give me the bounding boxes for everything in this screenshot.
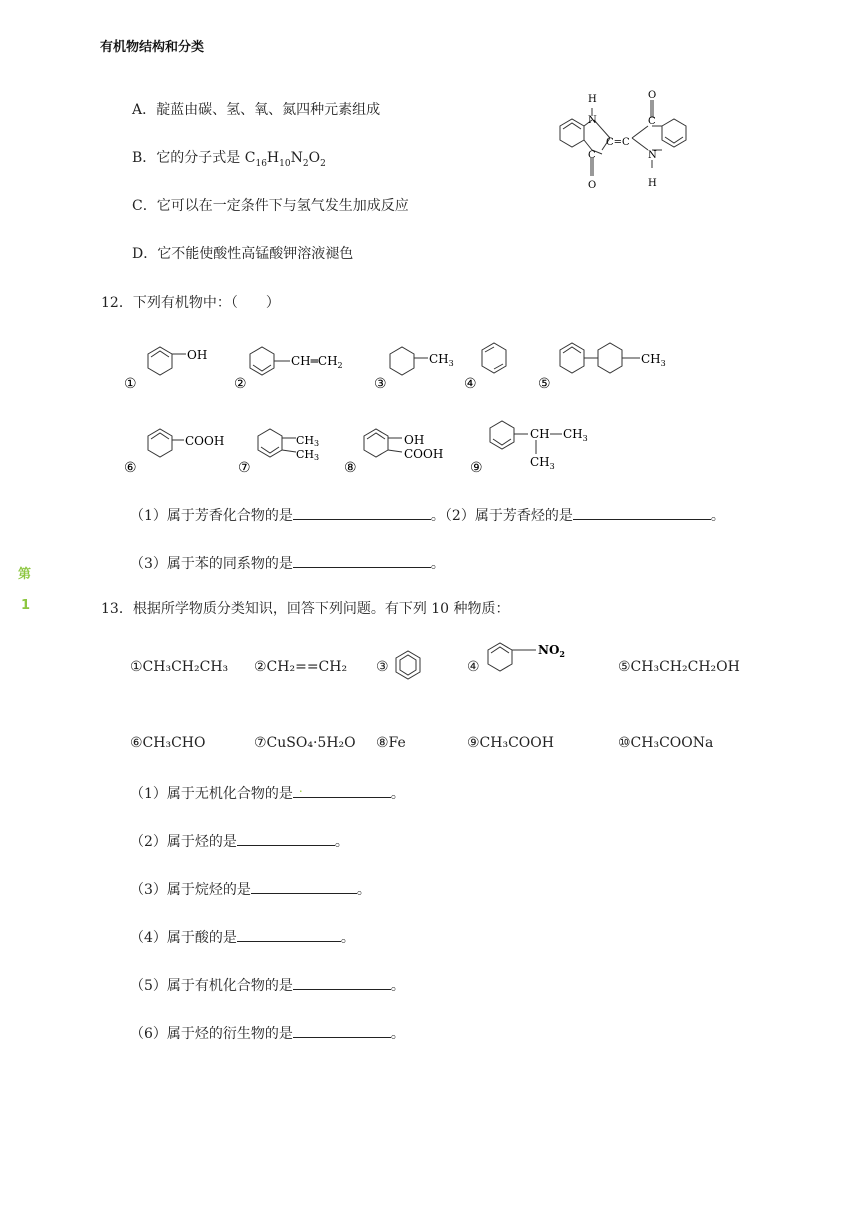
item-5: ⑤CH₃CH₂CH₂OH	[618, 659, 740, 675]
label-o-top: O	[648, 90, 657, 101]
answer-blank-4[interactable]: .	[293, 785, 391, 798]
q12-sub1: （1）属于芳香化合物的是	[130, 508, 293, 524]
nitrobenzene-structure	[480, 630, 580, 678]
indigo-structure	[548, 88, 698, 193]
q13-sub1: （1）属于无机化合物的是	[130, 786, 293, 802]
label-2: ②	[234, 376, 247, 392]
group-vinyl: $CH═CH_2$	[291, 354, 343, 370]
group-ch3-a: $CH_3$	[429, 352, 454, 368]
group-no2: $NO_2$	[538, 643, 565, 659]
item-7: ⑦CuSO₄·5H₂O	[254, 735, 356, 751]
q13-sub6-line: （6）属于烃的衍生物的是 。	[130, 1026, 405, 1042]
option-a: A．靛蓝由碳、氢、氧、氮四种元素组成	[132, 102, 381, 118]
label-6: ⑥	[124, 460, 137, 476]
q13-sub6: （6）属于烃的衍生物的是	[130, 1026, 293, 1042]
item-10: ⑩CH₃COONa	[618, 735, 714, 751]
q12-sub1-line: （1）属于芳香化合物的是 。（2）属于芳香烃的是 。	[130, 508, 725, 524]
label-h-bottom: H	[648, 178, 657, 189]
label-1: ①	[124, 376, 137, 392]
group-ch3-f: $CH_3$	[530, 455, 555, 471]
q13-sub1-line: （1）属于无机化合物的是 . 。	[130, 781, 405, 802]
label-h-top: H	[588, 94, 597, 105]
q13-sub5: （5）属于有机化合物的是	[130, 978, 293, 994]
label-9: ⑨	[470, 460, 483, 476]
label-7: ⑦	[238, 460, 251, 476]
group-ch3-c: CH3	[296, 434, 320, 448]
document-header: 有机物结构和分类	[100, 40, 205, 55]
label-n-right: N	[648, 150, 657, 161]
answer-blank-8[interactable]	[293, 977, 391, 990]
item-9: ⑨CH₃COOH	[467, 735, 554, 751]
item-8: ⑧Fe	[376, 735, 406, 751]
item-1: ①CH₃CH₂CH₃	[130, 659, 229, 675]
option-c: C．它可以在一定条件下与氢气发生加成反应	[132, 198, 409, 214]
group-oh-b: OH	[404, 433, 425, 447]
item-3-label: ③	[376, 659, 389, 675]
answer-blank-7[interactable]	[237, 929, 341, 942]
answer-blank-5[interactable]	[237, 833, 335, 846]
group-cooh: COOH	[185, 434, 225, 448]
label-o-bottom: O	[588, 180, 597, 191]
label-4: ④	[464, 376, 477, 392]
group-ch: CH	[530, 427, 550, 441]
q12-row2-structures	[120, 418, 720, 478]
option-d: D．它不能使酸性高锰酸钾溶液褪色	[132, 246, 354, 262]
q12-stem: 12．下列有机物中：（ ）	[101, 295, 280, 311]
label-eq: C=C	[606, 137, 630, 148]
q13-sub4: （4）属于酸的是	[130, 930, 237, 946]
group-cooh-b: COOH	[404, 447, 444, 461]
answer-blank-9[interactable]	[293, 1025, 391, 1038]
answer-blank-1[interactable]	[293, 507, 431, 520]
group-oh: OH	[187, 348, 208, 362]
label-5: ⑤	[538, 376, 551, 392]
group-ch3-b: $CH_3$	[641, 352, 666, 368]
label-c2: C	[648, 116, 656, 127]
label-8: ⑧	[344, 460, 357, 476]
page-label: 第	[18, 567, 32, 582]
benzene-structure	[390, 648, 430, 684]
option-b-text: B．它的分子式是	[132, 150, 241, 166]
q12-sub3-line: （3）属于苯的同系物的是 。	[130, 556, 445, 572]
q12-sub2: （2）属于芳香烃的是	[444, 508, 573, 524]
page-number: 1	[21, 598, 31, 613]
q13-sub3-line: （3）属于烷烃的是 。	[130, 882, 371, 898]
molecular-formula: $C_{16}H_{10}N_2O_2$	[244, 150, 326, 169]
answer-blank-3[interactable]	[293, 555, 431, 568]
item-4-label: ④	[467, 659, 480, 675]
q12-sub3: （3）属于苯的同系物的是	[130, 556, 293, 572]
option-b	[132, 147, 326, 169]
q13-sub3: （3）属于烷烃的是	[130, 882, 251, 898]
q13-stem: 13．根据所学物质分类知识，回答下列问题。有下列 10 种物质：	[101, 601, 510, 617]
item-2: ②CH₂==CH₂	[254, 659, 348, 675]
q13-sub2-line: （2）属于烃的是 。	[130, 834, 349, 850]
q12-row1-structures	[120, 336, 720, 396]
group-ch3-d: CH3	[296, 448, 320, 462]
q13-sub4-line: （4）属于酸的是 。	[130, 930, 355, 946]
q13-sub2: （2）属于烃的是	[130, 834, 237, 850]
item-6: ⑥CH₃CHO	[130, 735, 206, 751]
label-n-left: N	[588, 115, 597, 126]
label-3: ③	[374, 376, 387, 392]
group-ch3-e: $CH_3$	[563, 427, 588, 443]
q13-sub5-line: （5）属于有机化合物的是 。	[130, 978, 405, 994]
answer-blank-2[interactable]	[573, 507, 711, 520]
label-c1: C	[588, 150, 596, 161]
answer-blank-6[interactable]	[251, 881, 357, 894]
